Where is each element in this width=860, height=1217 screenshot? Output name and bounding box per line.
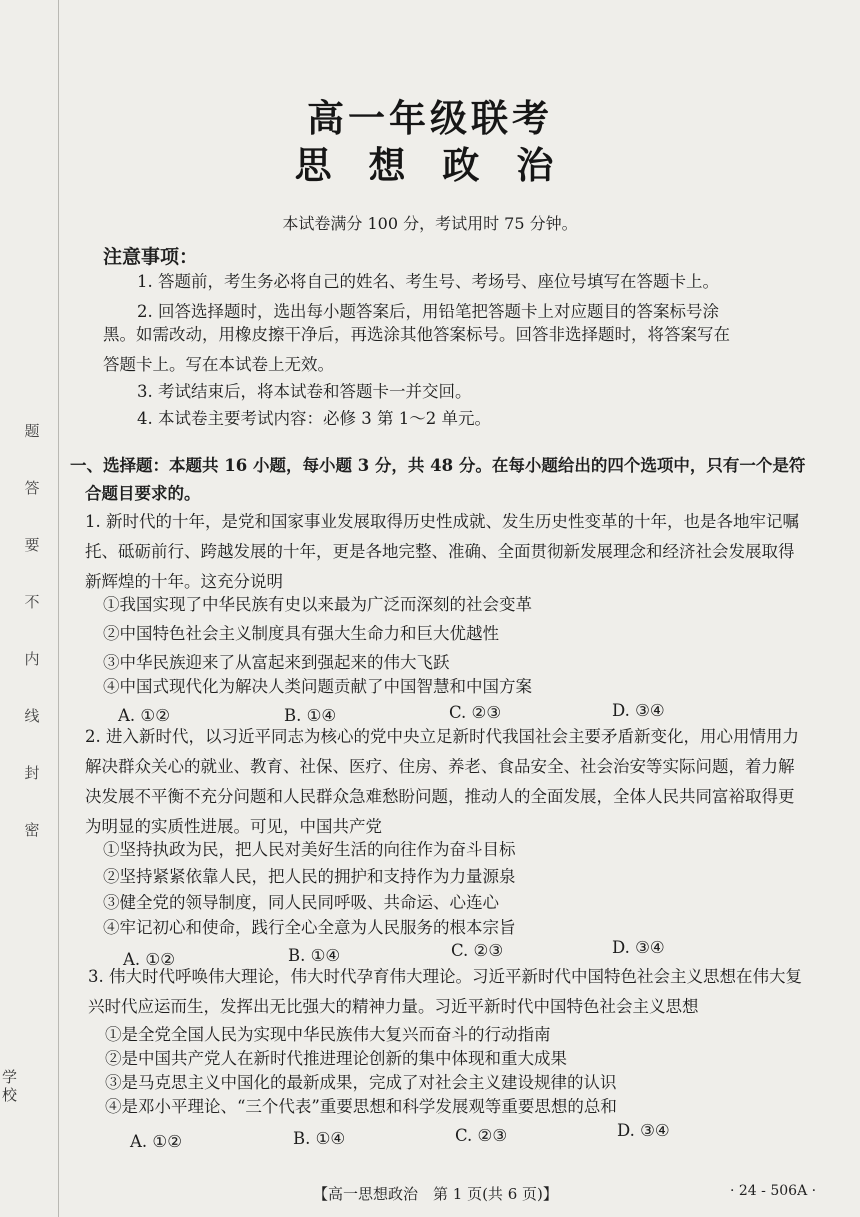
seal-char: 封 [24, 764, 40, 782]
question-3-choice-d: D. ③④ [617, 1121, 670, 1140]
question-1-choice-b: B. ①④ [284, 706, 337, 725]
question-3-option: ④是邓小平理论、“三个代表”重要思想和科学发展观等重要思想的总和 [105, 1097, 617, 1116]
question-1-choice-a: A. ①② [118, 706, 170, 725]
exam-code: · 24 - 506A · [730, 1183, 817, 1199]
question-2-choice-b: B. ①④ [288, 946, 341, 965]
notice-item: 答题卡上。写在本试卷上无效。 [103, 355, 334, 374]
question-2-option: ②坚持紧紧依靠人民，把人民的拥护和支持作为力量源泉 [103, 867, 516, 886]
notice-item: 3. 考试结束后，将本试卷和答题卡一并交回。 [137, 382, 472, 401]
exam-title: 高一年级联考 [307, 96, 553, 140]
notice-heading: 注意事项： [103, 246, 199, 268]
question-2-option: ③健全党的领导制度，同人民同呼吸、共命运、心连心 [103, 893, 499, 912]
question-3-choice-c: C. ②③ [455, 1126, 508, 1145]
question-1-option: ①我国实现了中华民族有史以来最为广泛而深刻的社会变革 [103, 595, 532, 614]
question-2-option: ①坚持执政为民，把人民对美好生活的向往作为奋斗目标 [103, 840, 516, 859]
question-2-option: ④牢记初心和使命，践行全心全意为人民服务的根本宗旨 [103, 918, 516, 937]
question-3-option: ①是全党全国人民为实现中华民族伟大复兴而奋斗的行动指南 [105, 1025, 551, 1044]
question-3-choice-a: A. ①② [130, 1132, 182, 1151]
question-3-stem: 3. 伟大时代呼唤伟大理论，伟大时代孕育伟大理论。习近平新时代中国特色社会主义思想在伟大复兴时代应运而生，发挥出无比强大的精神力量。习近平新时代中国特色社会主义思想 [88, 967, 802, 1016]
section-heading [70, 452, 810, 508]
notice-item: 1. 答题前，考生务必将自己的姓名、考生号、考场号、座位号填写在答题卡上。 [137, 272, 719, 291]
question-2-choice-a: A. ①② [123, 950, 175, 969]
question-1-option: ③中华民族迎来了从富起来到强起来的伟大飞跃 [103, 653, 450, 672]
subject-title: 思 想 政 治 [294, 143, 566, 187]
school-label: 学校 [2, 1068, 18, 1104]
seal-char: 线 [24, 707, 40, 725]
page-footer: 【高一思想政治 第 1 页(共 6 页)】 [313, 1185, 558, 1203]
notice-item: 黑。如需改动，用橡皮擦干净后，再选涂其他答案标号。回答非选择题时，将答案写在 [103, 325, 730, 344]
section-line: 合题目要求的。 [85, 484, 201, 503]
seal-char: 答 [24, 479, 40, 497]
question-1-choice-c: C. ②③ [449, 703, 502, 722]
question-2-choice-d: D. ③④ [612, 938, 665, 957]
question-1-option: ④中国式现代化为解决人类问题贡献了中国智慧和中国方案 [103, 677, 532, 696]
question-1-stem: 1. 新时代的十年，是党和国家事业发展取得历史性成就、发生历史性变革的十年，也是各地牢记嘱托、砥砺前行、跨越发展的十年，更是各地完整、准确、全面贯彻新发展理念和经济社会发展取得新辉煌的十年。这充分说明 [85, 512, 799, 591]
seal-char: 内 [24, 650, 40, 668]
question-2-choice-c: C. ②③ [451, 941, 504, 960]
seal-char: 要 [24, 536, 40, 554]
question-1-choice-d: D. ③④ [612, 701, 665, 720]
question-2-stem: 2. 进入新时代，以习近平同志为核心的党中央立足新时代我国社会主要矛盾新变化，用心用情用力解决群众关心的就业、教育、社保、医疗、住房、养老、食品安全、社会治安等实际问题，着力解决发展不平衡不充分问题和人民群众急难愁盼问题，推动人的全面发展，全体人民共同富裕取得更为明显的实质性进展。可见，中国共产党 [85, 727, 799, 836]
notice-item: 4. 本试卷主要考试内容：必修 3 第 1～2 单元。 [137, 409, 491, 428]
question-3-choice-b: B. ①④ [293, 1129, 346, 1148]
notice-item: 2. 回答选择题时，选出每小题答案后，用铅笔把答题卡上对应题目的答案标号涂 [137, 302, 719, 321]
exam-info: 本试卷满分 100 分，考试用时 75 分钟。 [282, 214, 578, 233]
seal-line-text [18, 420, 46, 840]
section-line: 一、选择题：本题共 16 小题，每小题 3 分，共 48 分。在每小题给出的四个选项中，只有一个是符 [70, 456, 806, 475]
seal-char: 密 [24, 821, 40, 839]
question-1-option: ②中国特色社会主义制度具有强大生命力和巨大优越性 [103, 624, 499, 643]
seal-char: 题 [24, 422, 40, 440]
seal-char: 不 [24, 593, 40, 611]
question-3-option: ③是马克思主义中国化的最新成果，完成了对社会主义建设规律的认识 [105, 1073, 617, 1092]
question-3-option: ②是中国共产党人在新时代推进理论创新的集中体现和重大成果 [105, 1049, 567, 1068]
